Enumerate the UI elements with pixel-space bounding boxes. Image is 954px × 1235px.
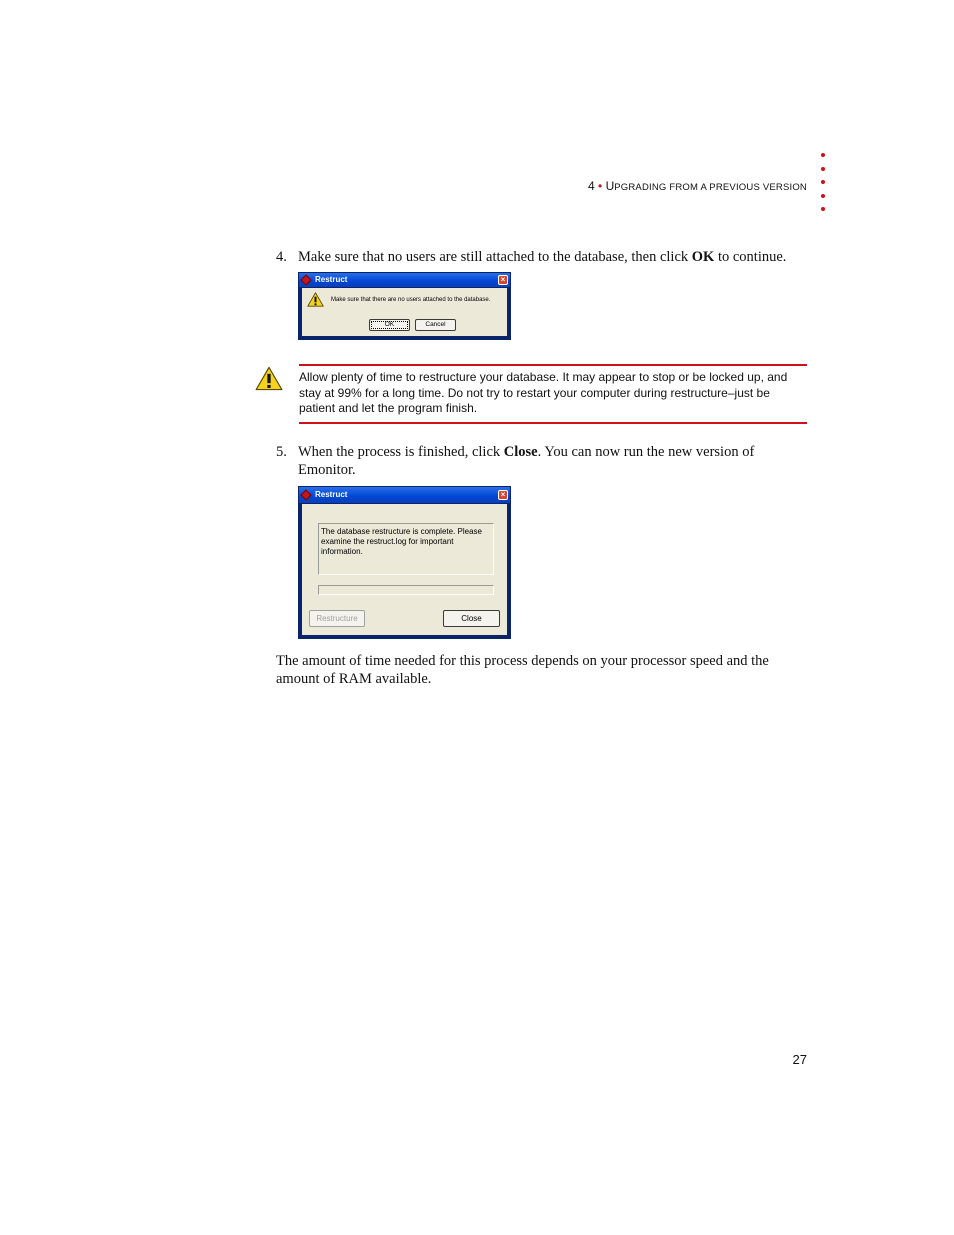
app-icon [300,489,311,500]
page-number: 27 [792,1052,807,1067]
restructure-button[interactable]: Restructure [309,610,365,627]
ok-button[interactable]: OK [369,319,410,331]
decorative-dots [821,153,829,221]
close-icon[interactable]: × [498,490,508,500]
chapter-title-initial: U [605,179,615,193]
closing-paragraph: The amount of time needed for this process depends on your processor speed and the amount of RAM available. [276,653,769,687]
dialog-body [302,504,507,635]
cancel-button[interactable]: Cancel [415,319,456,331]
dialog-title-bar [299,273,510,287]
step-4 [276,248,816,266]
dialog-message: The database restructure is complete. Please examine the restruct.log for important information. [321,527,482,556]
dialog-title: Restruct [315,275,348,284]
step-number: 5. [276,444,287,460]
header-bullet: • [598,179,603,193]
message-panel [318,523,494,575]
warning-icon [307,292,324,307]
note-rule-bottom [299,422,807,424]
running-header [500,179,807,193]
dialog-message: Make sure that there are no users attached to the database. [331,297,491,303]
chapter-number: 4 [588,179,595,193]
close-icon[interactable]: × [498,275,508,285]
warning-icon [255,366,283,391]
app-icon [300,274,311,285]
note-rule-top [299,364,807,366]
step-text: Make sure that no users are still attached to the database, then click OK to continue. [298,249,787,265]
progress-bar [318,585,494,595]
dialog-body [302,288,507,336]
note-text: Allow plenty of time to restructure your database. It may appear to stop or be locked up, and stay at 99% for a long time. Do not try to restart your computer during restructure–just be patient and let the program finish. [299,370,788,415]
dialog-title-bar [299,487,510,503]
restruct-complete-dialog [298,486,511,639]
chapter-title: PGRADING FROM A PREVIOUS VERSION [614,182,807,193]
close-button[interactable]: Close [443,610,500,627]
dialog-title: Restruct [315,490,348,499]
step-5 [276,443,816,479]
restruct-warning-dialog [298,272,511,340]
step-number: 4. [276,249,287,265]
step-text: When the process is finished, click Close. You can now run the new version of Emonitor. [298,444,755,478]
